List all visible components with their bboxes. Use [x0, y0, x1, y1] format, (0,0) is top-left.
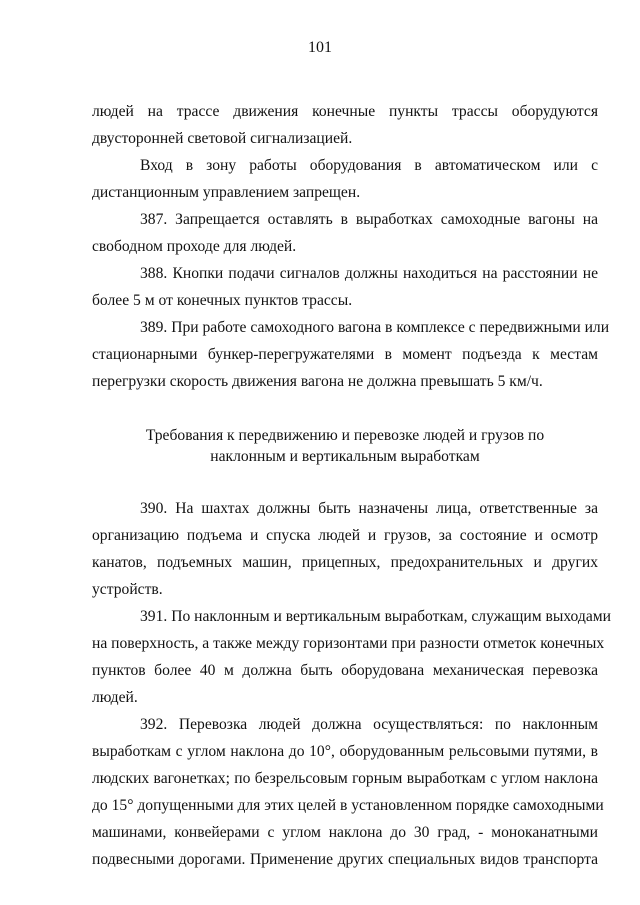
- text-line: на поверхность, а также между горизонтами при разности отметок конечных: [92, 635, 605, 652]
- heading-line: наклонным и вертикальным выработкам: [210, 448, 480, 465]
- text-line: 392. Перевозка людей должна осуществляться: по наклонным: [140, 716, 598, 733]
- text-line: пунктов более 40 м должна быть оборудована механическая перевозка: [92, 662, 598, 679]
- body-text: [92, 98, 611, 873]
- text-line: 388. Кнопки подачи сигналов должны находиться на расстоянии не: [140, 265, 598, 282]
- text-line: выработкам с углом наклона до 10°, оборудованным рельсовыми путями, в: [92, 743, 598, 760]
- text-line: дистанционным управлением запрещен.: [92, 184, 361, 201]
- text-line: 390. На шахтах должны быть назначены лица, ответственные за: [140, 500, 598, 517]
- text-line: 391. По наклонным и вертикальным выработкам, служащим выходами: [140, 608, 611, 625]
- text-line: более 5 м от конечных пунктов трассы.: [92, 292, 353, 309]
- text-line: перегрузки скорость движения вагона не должна превышать 5 км/ч.: [92, 373, 543, 390]
- paragraph-continuation: [92, 98, 598, 152]
- section-heading: [92, 395, 598, 495]
- text-line: людей на трассе движения конечные пункты трассы оборудуются: [92, 103, 598, 120]
- paragraph-391: [92, 603, 611, 711]
- paragraph-392: [92, 711, 604, 873]
- heading-line: Требования к передвижению и перевозке людей и грузов по: [145, 427, 545, 444]
- page-number: 101: [308, 39, 332, 56]
- text-line: 389. При работе самоходного вагона в комплексе с передвижными или: [140, 319, 610, 336]
- text-line: стационарными бункер-перегружателями в момент подъезда к местам: [92, 346, 598, 363]
- text-line: машинами, конвейерами с углом наклона до 30 град, - моноканатными: [92, 824, 598, 841]
- text-line: двусторонней световой сигнализацией.: [92, 130, 353, 147]
- paragraph-entry-ban: [92, 152, 598, 206]
- text-line: подвесными дорогами. Применение других специальных видов транспорта: [92, 851, 598, 868]
- paragraph-389: [92, 314, 610, 395]
- text-line: 387. Запрещается оставлять в выработках самоходные вагоны на: [140, 211, 598, 228]
- text-line: Вход в зону работы оборудования в автоматическом или с: [140, 157, 598, 174]
- paragraph-390: [92, 495, 598, 603]
- paragraph-388: [92, 260, 598, 314]
- text-line: канатов, подъемных машин, прицепных, предохранительных и других: [92, 554, 598, 571]
- text-line: организацию подъема и спуска людей и грузов, за состояние и осмотр: [92, 527, 598, 544]
- text-line: людских вагонетках; по безрельсовым горным выработкам с углом наклона: [92, 770, 598, 787]
- text-line: людей.: [92, 689, 138, 706]
- text-line: до 15° допущенными для этих целей в установленном порядке самоходными: [92, 797, 604, 814]
- text-line: устройств.: [92, 581, 163, 598]
- text-line: свободном проходе для людей.: [92, 238, 297, 255]
- paragraph-387: [92, 206, 598, 260]
